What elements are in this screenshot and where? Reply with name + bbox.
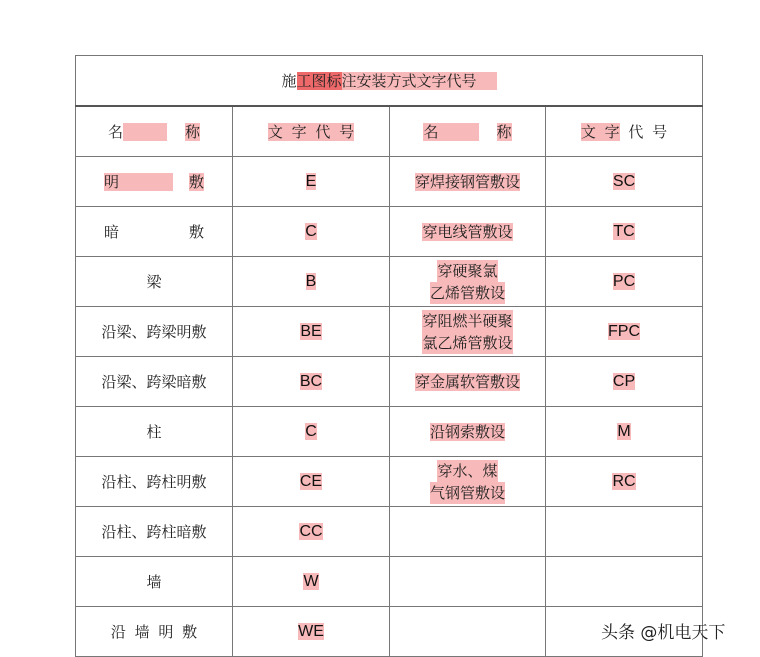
name-cell (76, 557, 233, 607)
cell-text: 文 字 代 号 (267, 123, 355, 141)
method-cell (390, 457, 546, 507)
header-code-2 (546, 106, 703, 157)
code-cell (233, 257, 390, 307)
code-cell (233, 507, 390, 557)
cell-text: 敷 (189, 173, 205, 191)
name-cell (76, 607, 233, 657)
code-cell (233, 357, 390, 407)
cell-text: B (305, 273, 317, 290)
method-code-cell (546, 357, 703, 407)
table-title-row (76, 56, 703, 107)
header-row (76, 106, 703, 157)
method-code-cell (546, 557, 703, 607)
cell-text: 穿电线管敷设 (422, 223, 513, 241)
name-cell (76, 357, 233, 407)
cell-text: BE (300, 323, 322, 340)
cell-text: 沿梁、跨梁暗敷 (101, 373, 207, 391)
cell-text: 沿钢索敷设 (429, 423, 505, 441)
cell-text: 气钢管敷设 (429, 483, 505, 502)
table-row (76, 557, 703, 607)
cell-text: CP (612, 373, 636, 390)
name-cell (76, 207, 233, 257)
cell-text: FPC (608, 323, 641, 340)
method-code-cell (546, 257, 703, 307)
cell-text: 穿金属软管敷设 (414, 373, 520, 391)
name-cell (76, 157, 233, 207)
header-code-1 (233, 106, 390, 157)
name-cell (76, 507, 233, 557)
cell-text: 沿 墙 明 敷 (110, 623, 198, 641)
name-cell (76, 307, 233, 357)
method-code-cell (546, 507, 703, 557)
cell-text: 穿焊接钢管敷设 (414, 173, 520, 191)
method-code-cell (546, 157, 703, 207)
method-cell (390, 557, 546, 607)
name-cell (76, 457, 233, 507)
cell-text: TC (613, 223, 635, 240)
code-cell (233, 557, 390, 607)
table-row (76, 357, 703, 407)
cell-text: 穿水、煤 (437, 461, 498, 480)
cell-text: SC (612, 173, 636, 190)
installation-code-table (75, 55, 703, 657)
header-name-2 (390, 106, 546, 157)
table-row (76, 157, 703, 207)
code-cell (233, 307, 390, 357)
method-cell (390, 357, 546, 407)
cell-text: WE (298, 623, 324, 640)
cell-text: CC (299, 523, 323, 540)
cell-text: M (617, 423, 631, 440)
method-code-cell (546, 307, 703, 357)
cell-text: C (305, 423, 317, 440)
cell-text: 名 (423, 123, 439, 141)
table-row (76, 207, 703, 257)
cell-text: RC (612, 473, 636, 490)
name-cell (76, 407, 233, 457)
cell-text: 沿柱、跨柱暗敷 (101, 523, 207, 541)
method-cell (390, 407, 546, 457)
cell-text: 沿柱、跨柱明敷 (101, 473, 207, 491)
code-cell (233, 407, 390, 457)
cell-text: 墙 (146, 573, 162, 591)
table-row (76, 407, 703, 457)
method-cell (390, 507, 546, 557)
cell-text: 氯乙烯管敷设 (422, 333, 513, 352)
table-row (76, 307, 703, 357)
method-cell (390, 257, 546, 307)
cell-text: 施 (281, 72, 297, 90)
cell-text: CE (299, 473, 323, 490)
cell-text: 称 (496, 123, 512, 141)
cell-text: BC (299, 373, 323, 390)
cell-text: 代 号 (619, 123, 668, 141)
cell-text: 穿硬聚氯 (437, 261, 498, 280)
cell-text: 明 (103, 173, 119, 191)
code-cell (233, 157, 390, 207)
table-row (76, 457, 703, 507)
method-code-cell (546, 457, 703, 507)
table-row (76, 507, 703, 557)
cell-text: 称 (185, 123, 201, 141)
cell-text: 文 字 (580, 123, 620, 141)
cell-text: W (303, 573, 319, 590)
cell-text: 穿阻燃半硬聚 (422, 311, 513, 330)
method-code-cell (546, 207, 703, 257)
method-cell (390, 307, 546, 357)
name-cell (76, 257, 233, 307)
method-cell (390, 207, 546, 257)
cell-text: 梁 (146, 273, 162, 291)
table-row (76, 257, 703, 307)
code-cell (233, 607, 390, 657)
table-title (76, 56, 703, 107)
method-cell (390, 157, 546, 207)
cell-text: 注安装方式文字代号 (341, 72, 477, 90)
cell-text: 名 (107, 123, 123, 141)
code-cell (233, 207, 390, 257)
method-cell (390, 607, 546, 657)
header-name-1 (76, 106, 233, 157)
cell-text: 工图标 (296, 72, 342, 90)
watermark: 头条 @机电天下 (601, 623, 726, 643)
cell-text: 暗 (103, 223, 119, 241)
cell-text: E (305, 173, 317, 190)
method-code-cell (546, 407, 703, 457)
code-cell (233, 457, 390, 507)
cell-text: PC (612, 273, 636, 290)
cell-text: 乙烯管敷设 (429, 283, 505, 302)
cell-text: 沿梁、跨梁明敷 (101, 323, 207, 341)
cell-text: 敷 (189, 223, 205, 241)
cell-text: 柱 (146, 423, 162, 441)
cell-text: C (305, 223, 317, 240)
